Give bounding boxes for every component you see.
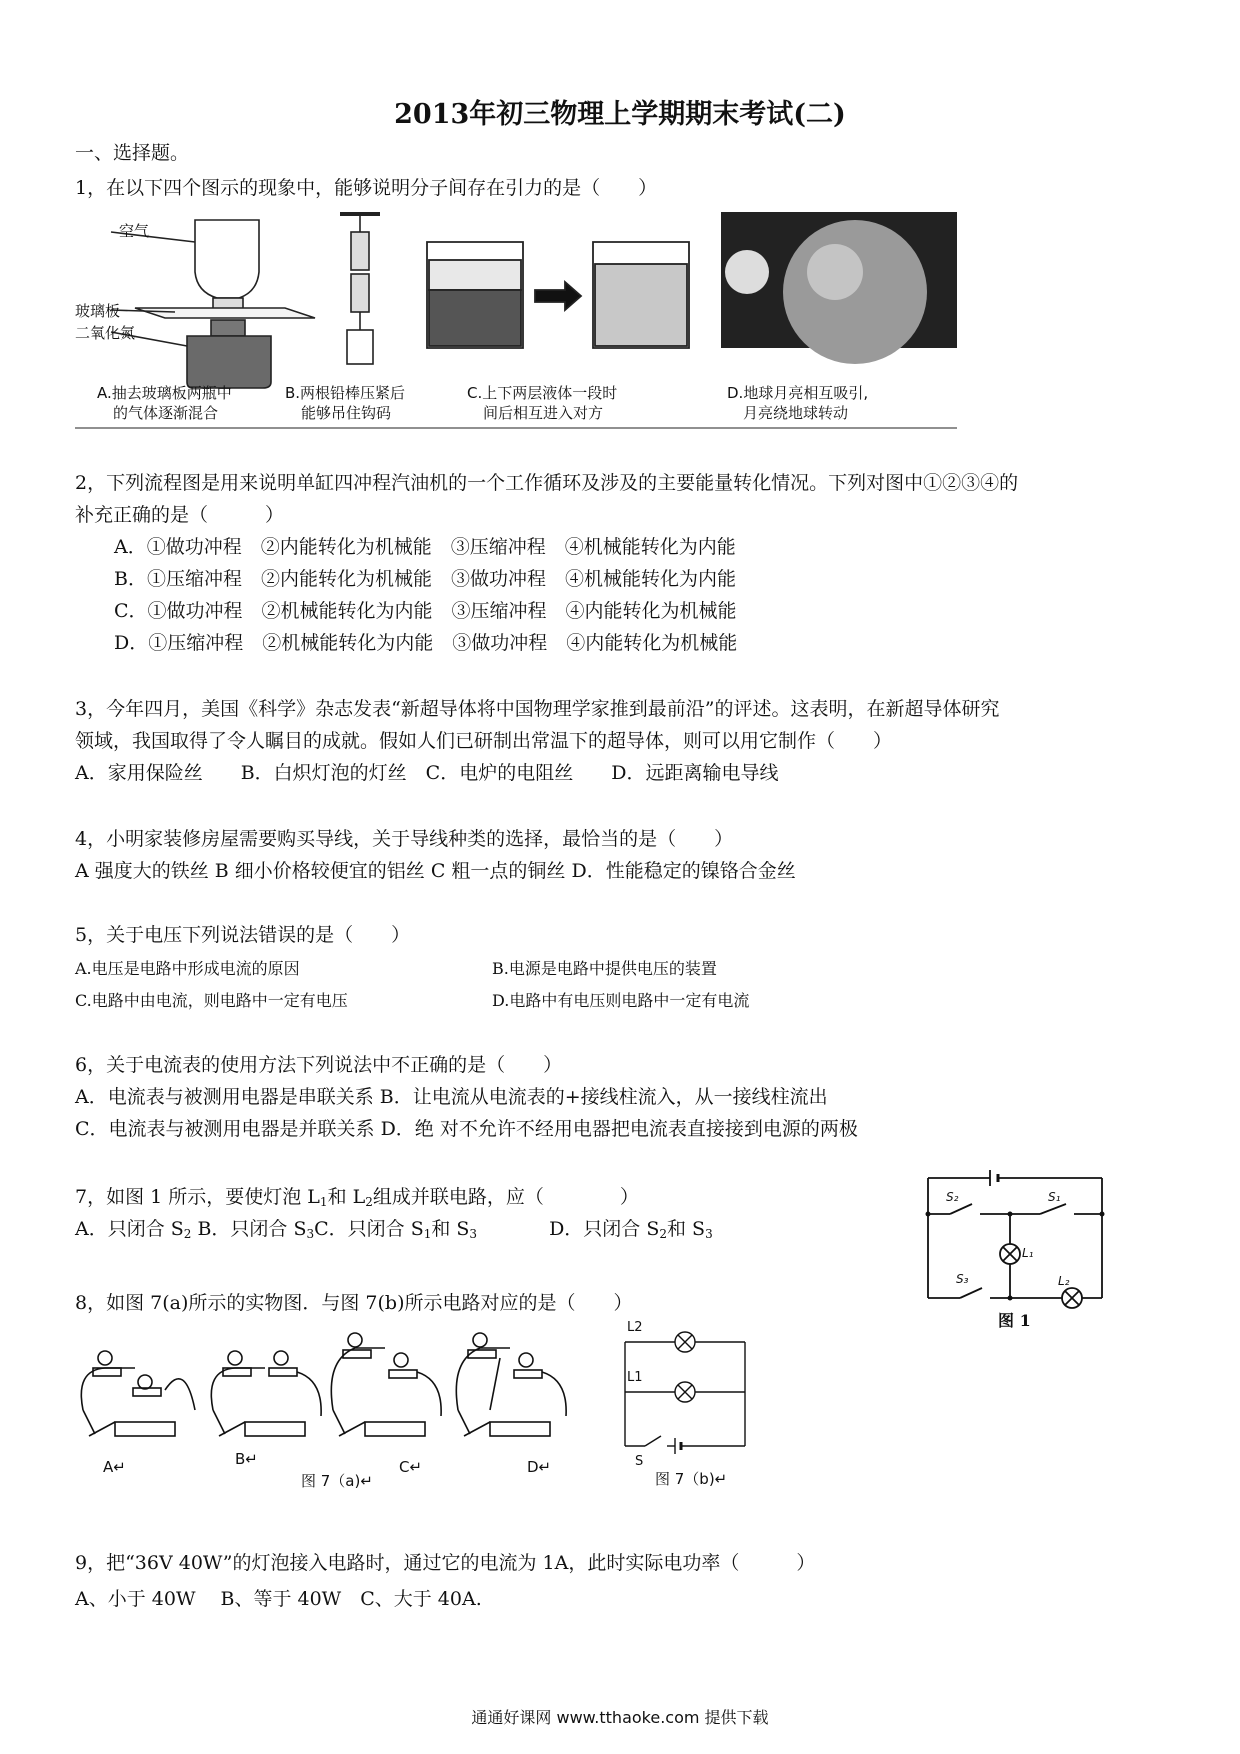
caption-c-line1: C.上下两层液体一段时 xyxy=(467,384,618,402)
caption-c-line2: 间后相互进入对方 xyxy=(483,404,604,422)
q7-option-c: C．只闭合 S xyxy=(314,1218,424,1240)
question-2-option-a: A．①做功冲程 ②内能转化为机械能 ③压缩冲程 ④机械能转化为内能 xyxy=(114,536,736,558)
fig1-label-s3: S₃ xyxy=(956,1272,969,1286)
caption-d-line1: D.地球月亮相互吸引, xyxy=(727,384,869,402)
page-footer: 通通好课网 www.tthaoke.com 提供下载 xyxy=(471,1708,769,1727)
panel-c-beakers xyxy=(427,242,689,348)
question-5-option-d: D.电路中有电压则电路中一定有电流 xyxy=(492,991,750,1010)
label-glass-plate: 玻璃板 xyxy=(75,302,121,320)
question-2-option-c: C．①做功冲程 ②机械能转化为内能 ③压缩冲程 ④内能转化为机械能 xyxy=(114,600,737,622)
question-6-options-line2: C．电流表与被测用电器是并联关系 D．绝 对不允许不经用电器把电流表直接接到电源的两极 xyxy=(75,1118,858,1140)
q7-option-d-sub1: 2 xyxy=(659,1227,667,1241)
question-9-stem: 9，把“36V 40W”的灯泡接入电路时，通过它的电流为 1A，此时实际电功率（ ） xyxy=(75,1552,816,1574)
question-2-option-b: B．①压缩冲程 ②内能转化为机械能 ③做功冲程 ④机械能转化为内能 xyxy=(114,568,736,590)
panel-a-bottles xyxy=(111,220,315,388)
fig1-label-s1: S₁ xyxy=(1048,1190,1061,1204)
question-2-stem-line1: 2，下列流程图是用来说明单缸四冲程汽油机的一个工作循环及涉及的主要能量转化情况。下列对图中①②③④的 xyxy=(75,472,1019,494)
caption-a-line1: A.抽去玻璃板两瓶中 xyxy=(97,384,232,402)
figure-7a-caption: 图 7（a)↵ xyxy=(301,1472,373,1490)
fig7a-label-b: B↵ xyxy=(235,1450,258,1468)
page-title: 2013年初三物理上学期期末考试(二) xyxy=(394,99,846,130)
question-5-option-b: B.电源是电路中提供电压的装置 xyxy=(492,959,717,978)
q7-stem-part1: 7，如图 1 所示，要使灯泡 L xyxy=(75,1186,320,1208)
q7-option-c-mid: 和 S xyxy=(431,1218,470,1240)
q7-option-b: B．只闭合 S xyxy=(191,1218,307,1240)
caption-b-line2: 能够吊住钩码 xyxy=(301,404,392,422)
fig1-label-l2: L₂ xyxy=(1058,1274,1070,1288)
q7-sub-2: 2 xyxy=(365,1195,373,1209)
question-5-option-a: A.电压是电路中形成电流的原因 xyxy=(75,959,300,978)
question-1-figure xyxy=(75,212,960,430)
caption-a-line2: 的气体逐渐混合 xyxy=(113,404,219,422)
question-2-stem-line2: 补充正确的是（ ） xyxy=(75,504,285,526)
figure-1-caption: 图 1 xyxy=(998,1311,1031,1330)
panel-b-lead-bars xyxy=(340,214,380,364)
fig7a-label-d: D↵ xyxy=(527,1458,552,1476)
question-7-stem xyxy=(75,1184,639,1216)
question-6-options-line1: A．电流表与被测用电器是串联关系 B．让电流从电流表的+接线柱流入，从一接线柱流出 xyxy=(75,1086,828,1108)
physical-circuit-b xyxy=(211,1351,321,1436)
physical-circuit-a xyxy=(81,1351,195,1436)
q7-stem-part3: 组成并联电路，应（ ） xyxy=(372,1186,639,1208)
question-1-stem: 1，在以下四个图示的现象中，能够说明分子间存在引力的是（ ） xyxy=(75,177,658,199)
fig1-label-l1: L₁ xyxy=(1022,1246,1034,1260)
fig7b-label-s: S xyxy=(635,1454,644,1469)
q7-sub-1: 1 xyxy=(319,1195,328,1209)
caption-b-line1: B.两根铅棒压紧后 xyxy=(285,384,406,402)
question-9-options: A、小于 40W B、等于 40W C、大于 40A. xyxy=(75,1588,482,1610)
q7-stem-part2: 和 L xyxy=(327,1186,366,1208)
q7-option-d: D．只闭合 S xyxy=(549,1218,660,1240)
question-3-stem-line1: 3，今年四月，美国《科学》杂志发表“新超导体将中国物理学家推到最前沿”的评述。这表明，在新超导体研究 xyxy=(75,698,1000,720)
figure-7b-circuit xyxy=(615,1318,765,1493)
figure-7b-caption: 图 7（b)↵ xyxy=(655,1470,728,1488)
figure-7a-drawings xyxy=(75,1330,675,1480)
q7-option-d-mid: 和 S xyxy=(667,1218,706,1240)
q7-option-d-sub2: 3 xyxy=(705,1227,713,1241)
fig7a-label-a: A↵ xyxy=(103,1458,126,1476)
section-heading: 一、选择题。 xyxy=(75,142,190,164)
figure-1-circuit xyxy=(920,1168,1110,1328)
label-air: 空气 xyxy=(119,222,150,240)
q7-option-c-sub1: 1 xyxy=(423,1227,432,1241)
question-5-option-c: C.电路中由电流，则电路中一定有电压 xyxy=(75,991,348,1010)
fig1-label-s2: S₂ xyxy=(946,1190,959,1204)
question-8-stem: 8，如图 7(a)所示的实物图．与图 7(b)所示电路对应的是（ ） xyxy=(75,1292,633,1314)
fig7b-label-l2: L2 xyxy=(627,1320,643,1335)
question-6-stem: 6，关于电流表的使用方法下列说法中不正确的是（ ） xyxy=(75,1054,563,1076)
question-4-options: A 强度大的铁丝 B 细小价格较便宜的铝丝 C 粗一点的铜丝 D．性能稳定的镍铬合金丝 xyxy=(75,860,796,882)
panel-d-earth-moon xyxy=(721,212,957,364)
q7-option-a-sub: 2 xyxy=(183,1227,192,1241)
q7-option-b-sub: 3 xyxy=(306,1227,315,1241)
question-7-options xyxy=(75,1216,713,1248)
figure-7b-circuit-diagram xyxy=(615,1318,765,1458)
question-4-stem: 4，小明家装修房屋需要购买导线，关于导线种类的选择，最恰当的是（ ） xyxy=(75,828,734,850)
physical-circuit-d xyxy=(456,1333,566,1436)
q7-option-c-sub2: 3 xyxy=(469,1227,478,1241)
question-5-stem: 5，关于电压下列说法错误的是（ ） xyxy=(75,924,411,946)
question-2-option-d: D．①压缩冲程 ②机械能转化为内能 ③做功冲程 ④内能转化为机械能 xyxy=(114,632,738,654)
fig7b-label-l1: L1 xyxy=(627,1370,643,1385)
figure-7a-objects xyxy=(75,1330,675,1490)
q7-option-a: A．只闭合 S xyxy=(75,1218,184,1240)
question-3-stem-line2: 领域，我国取得了令人瞩目的成就。假如人们已研制出常温下的超导体，则可以用它制作（ ） xyxy=(75,730,893,752)
label-nitrogen-dioxide: 二氧化氮 xyxy=(75,324,136,342)
question-3-options: A．家用保险丝 B．白炽灯泡的灯丝 C．电炉的电阻丝 D．远距离输电导线 xyxy=(75,762,779,784)
physical-circuit-c xyxy=(331,1333,441,1436)
fig7a-label-c: C↵ xyxy=(399,1458,423,1476)
caption-d-line2: 月亮绕地球转动 xyxy=(743,404,849,422)
